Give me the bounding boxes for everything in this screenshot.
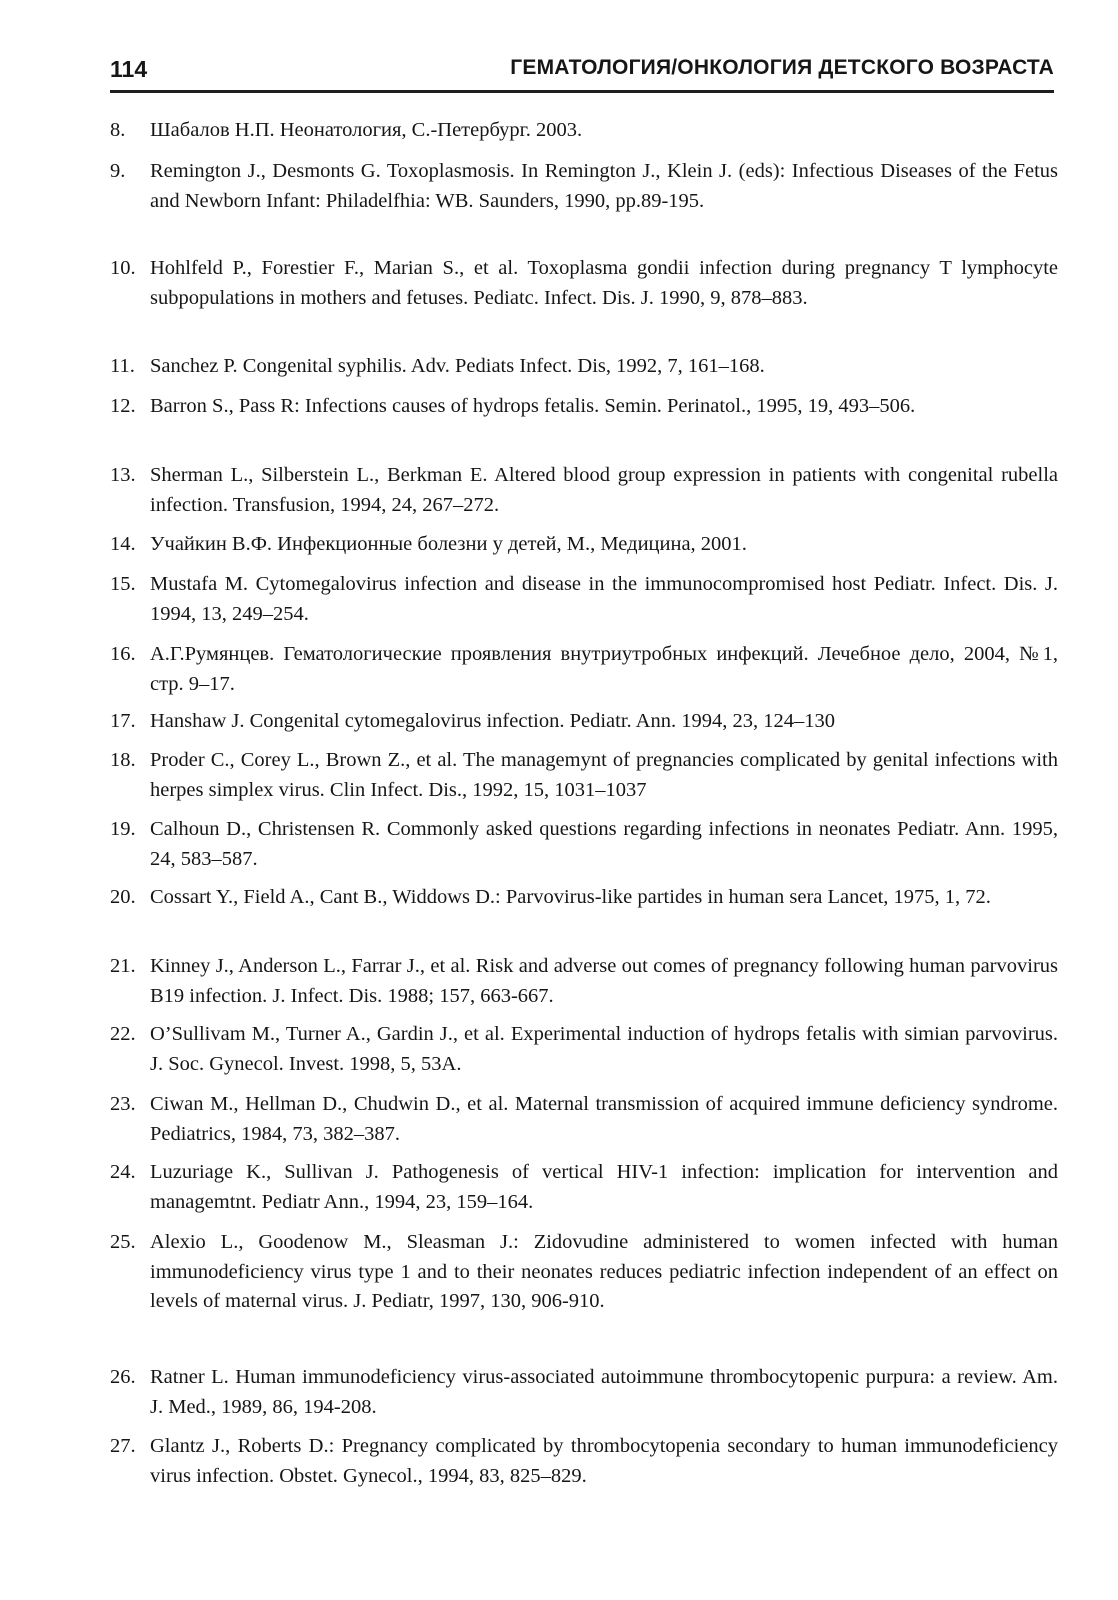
- reference-text: А.Г.Румянцев. Гематологические проявления внутриутробных инфекций. Лечебное дело, 2004, №1, стр. 9–17.: [150, 643, 1058, 695]
- reference-number: 14.: [110, 533, 136, 555]
- reference-text: Ratner L. Human immunodeficiency virus-associated autoimmune thrombocytopenic purpura: a review. Am. J. Med., 1989, 86, 194-208.: [150, 1366, 1058, 1418]
- page-number: 114: [110, 56, 148, 82]
- reference-item: [110, 1020, 1058, 1079]
- reference-item: [110, 530, 1058, 560]
- reference-item: [110, 1158, 1058, 1217]
- reference-number: 10.: [110, 257, 136, 279]
- reference-text: Hohlfeld P., Forestier F., Marian S., et al. Toxoplasma gondii infection during pregnancy T lymphocyte subpopulations in mothers and fetuses. Pediatc. Infect. Dis. J. 1990, 9, 878–883.: [150, 257, 1058, 309]
- reference-number: 20.: [110, 886, 136, 908]
- reference-text: Sanchez P. Congenital syphilis. Adv. Pediats Infect. Dis, 1992, 7, 161–168.: [150, 355, 765, 377]
- reference-item: [110, 746, 1058, 805]
- reference-text: Учайкин В.Ф. Инфекционные болезни у детей, М., Медицина, 2001.: [150, 533, 747, 555]
- reference-text: Ciwan M., Hellman D., Chudwin D., et al. Maternal transmission of acquired immune deficiency syndrome. Pediatrics, 1984, 73, 382–387.: [150, 1093, 1058, 1145]
- reference-number: 16.: [110, 643, 136, 665]
- reference-text: Glantz J., Roberts D.: Pregnancy complicated by thrombocytopenia secondary to human immunodeficiency virus infection. Obstet. Gynecol., 1994, 83, 825–829.: [150, 1435, 1058, 1487]
- reference-text: Alexio L., Goodenow M., Sleasman J.: Zidovudine administered to women infected with human immunodeficiency virus type 1 and to their neonates reduces pediatric infection independent of an effect on levels of maternal virus. J. Pediatr, 1997, 130, 906-910.: [150, 1231, 1058, 1312]
- reference-item: [110, 157, 1058, 216]
- reference-number: 25.: [110, 1231, 136, 1253]
- reference-number: 26.: [110, 1366, 136, 1388]
- reference-item: [110, 815, 1058, 874]
- reference-item: [110, 707, 1058, 737]
- reference-text: Шабалов Н.П. Неонатология, С.-Петербург. 2003.: [150, 119, 583, 141]
- reference-text: Mustafa M. Cytomegalovirus infection and disease in the immunocompromised host Pediatr. Infect. Dis. J. 1994, 13, 249–254.: [150, 573, 1058, 625]
- reference-number: 24.: [110, 1161, 136, 1183]
- reference-item: [110, 116, 1058, 146]
- reference-text: Kinney J., Anderson L., Farrar J., et al. Risk and adverse out comes of pregnancy following human parvovirus B19 infection. J. Infect. Dis. 1988; 157, 663-667.: [150, 955, 1058, 1007]
- reference-item: [110, 1363, 1058, 1422]
- reference-item: [110, 461, 1058, 520]
- reference-item: [110, 570, 1058, 629]
- reference-item: [110, 1090, 1058, 1149]
- reference-number: 19.: [110, 818, 136, 840]
- reference-text: Remington J., Desmonts G. Toxoplasmosis. In Remington J., Klein J. (eds): Infectious Diseases of the Fetus and Newborn Infant: Philadelfhia: WB. Saunders, 1990, pp.89-195.: [150, 160, 1058, 212]
- reference-text: Cossart Y., Field A., Cant B., Widdows D.: Parvovirus-like partides in human sera Lancet, 1975, 1, 72.: [150, 886, 991, 908]
- reference-text: Barron S., Pass R: Infections causes of hydrops fetalis. Semin. Perinatol., 1995, 19, 493–506.: [150, 395, 916, 417]
- reference-number: 13.: [110, 464, 136, 486]
- reference-text: Proder C., Corey L., Brown Z., et al. The managemynt of pregnancies complicated by genital infections with herpes simplex virus. Clin Infect. Dis., 1992, 15, 1031–1037: [150, 749, 1058, 801]
- reference-item: [110, 352, 1058, 382]
- reference-item: [110, 1432, 1058, 1491]
- reference-item: [110, 254, 1058, 313]
- reference-item: [110, 392, 1058, 422]
- reference-text: Calhoun D., Christensen R. Commonly asked questions regarding infections in neonates Pediatr. Ann. 1995, 24, 583–587.: [150, 818, 1058, 870]
- reference-number: 22.: [110, 1023, 136, 1045]
- reference-number: 27.: [110, 1435, 136, 1457]
- reference-number: 8.: [110, 119, 126, 141]
- reference-number: 17.: [110, 710, 136, 732]
- reference-item: [110, 1228, 1058, 1317]
- reference-number: 21.: [110, 955, 136, 977]
- running-title: ГЕМАТОЛОГИЯ/ОНКОЛОГИЯ ДЕТСКОГО ВОЗРАСТА: [510, 56, 1054, 79]
- reference-text: Luzuriage K., Sullivan J. Pathogenesis of vertical HIV-1 infection: implication for intervention and managemtnt. Pediatr Ann., 1994, 23, 159–164.: [150, 1161, 1058, 1213]
- reference-number: 12.: [110, 395, 136, 417]
- reference-number: 15.: [110, 573, 136, 595]
- reference-number: 11.: [110, 355, 135, 377]
- reference-text: O’Sullivam M., Turner A., Gardin J., et al. Experimental induction of hydrops fetalis with simian parvovirus. J. Soc. Gynecol. Invest. 1998, 5, 53A.: [150, 1023, 1058, 1075]
- reference-item: [110, 952, 1058, 1011]
- reference-number: 9.: [110, 160, 126, 182]
- reference-number: 18.: [110, 749, 136, 771]
- reference-text: Sherman L., Silberstein L., Berkman E. Altered blood group expression in patients with congenital rubella infection. Transfusion, 1994, 24, 267–272.: [150, 464, 1058, 516]
- reference-item: [110, 640, 1058, 699]
- reference-item: [110, 883, 1058, 913]
- reference-text: Hanshaw J. Congenital cytomegalovirus infection. Pediatr. Ann. 1994, 23, 124–130: [150, 710, 835, 732]
- reference-number: 23.: [110, 1093, 136, 1115]
